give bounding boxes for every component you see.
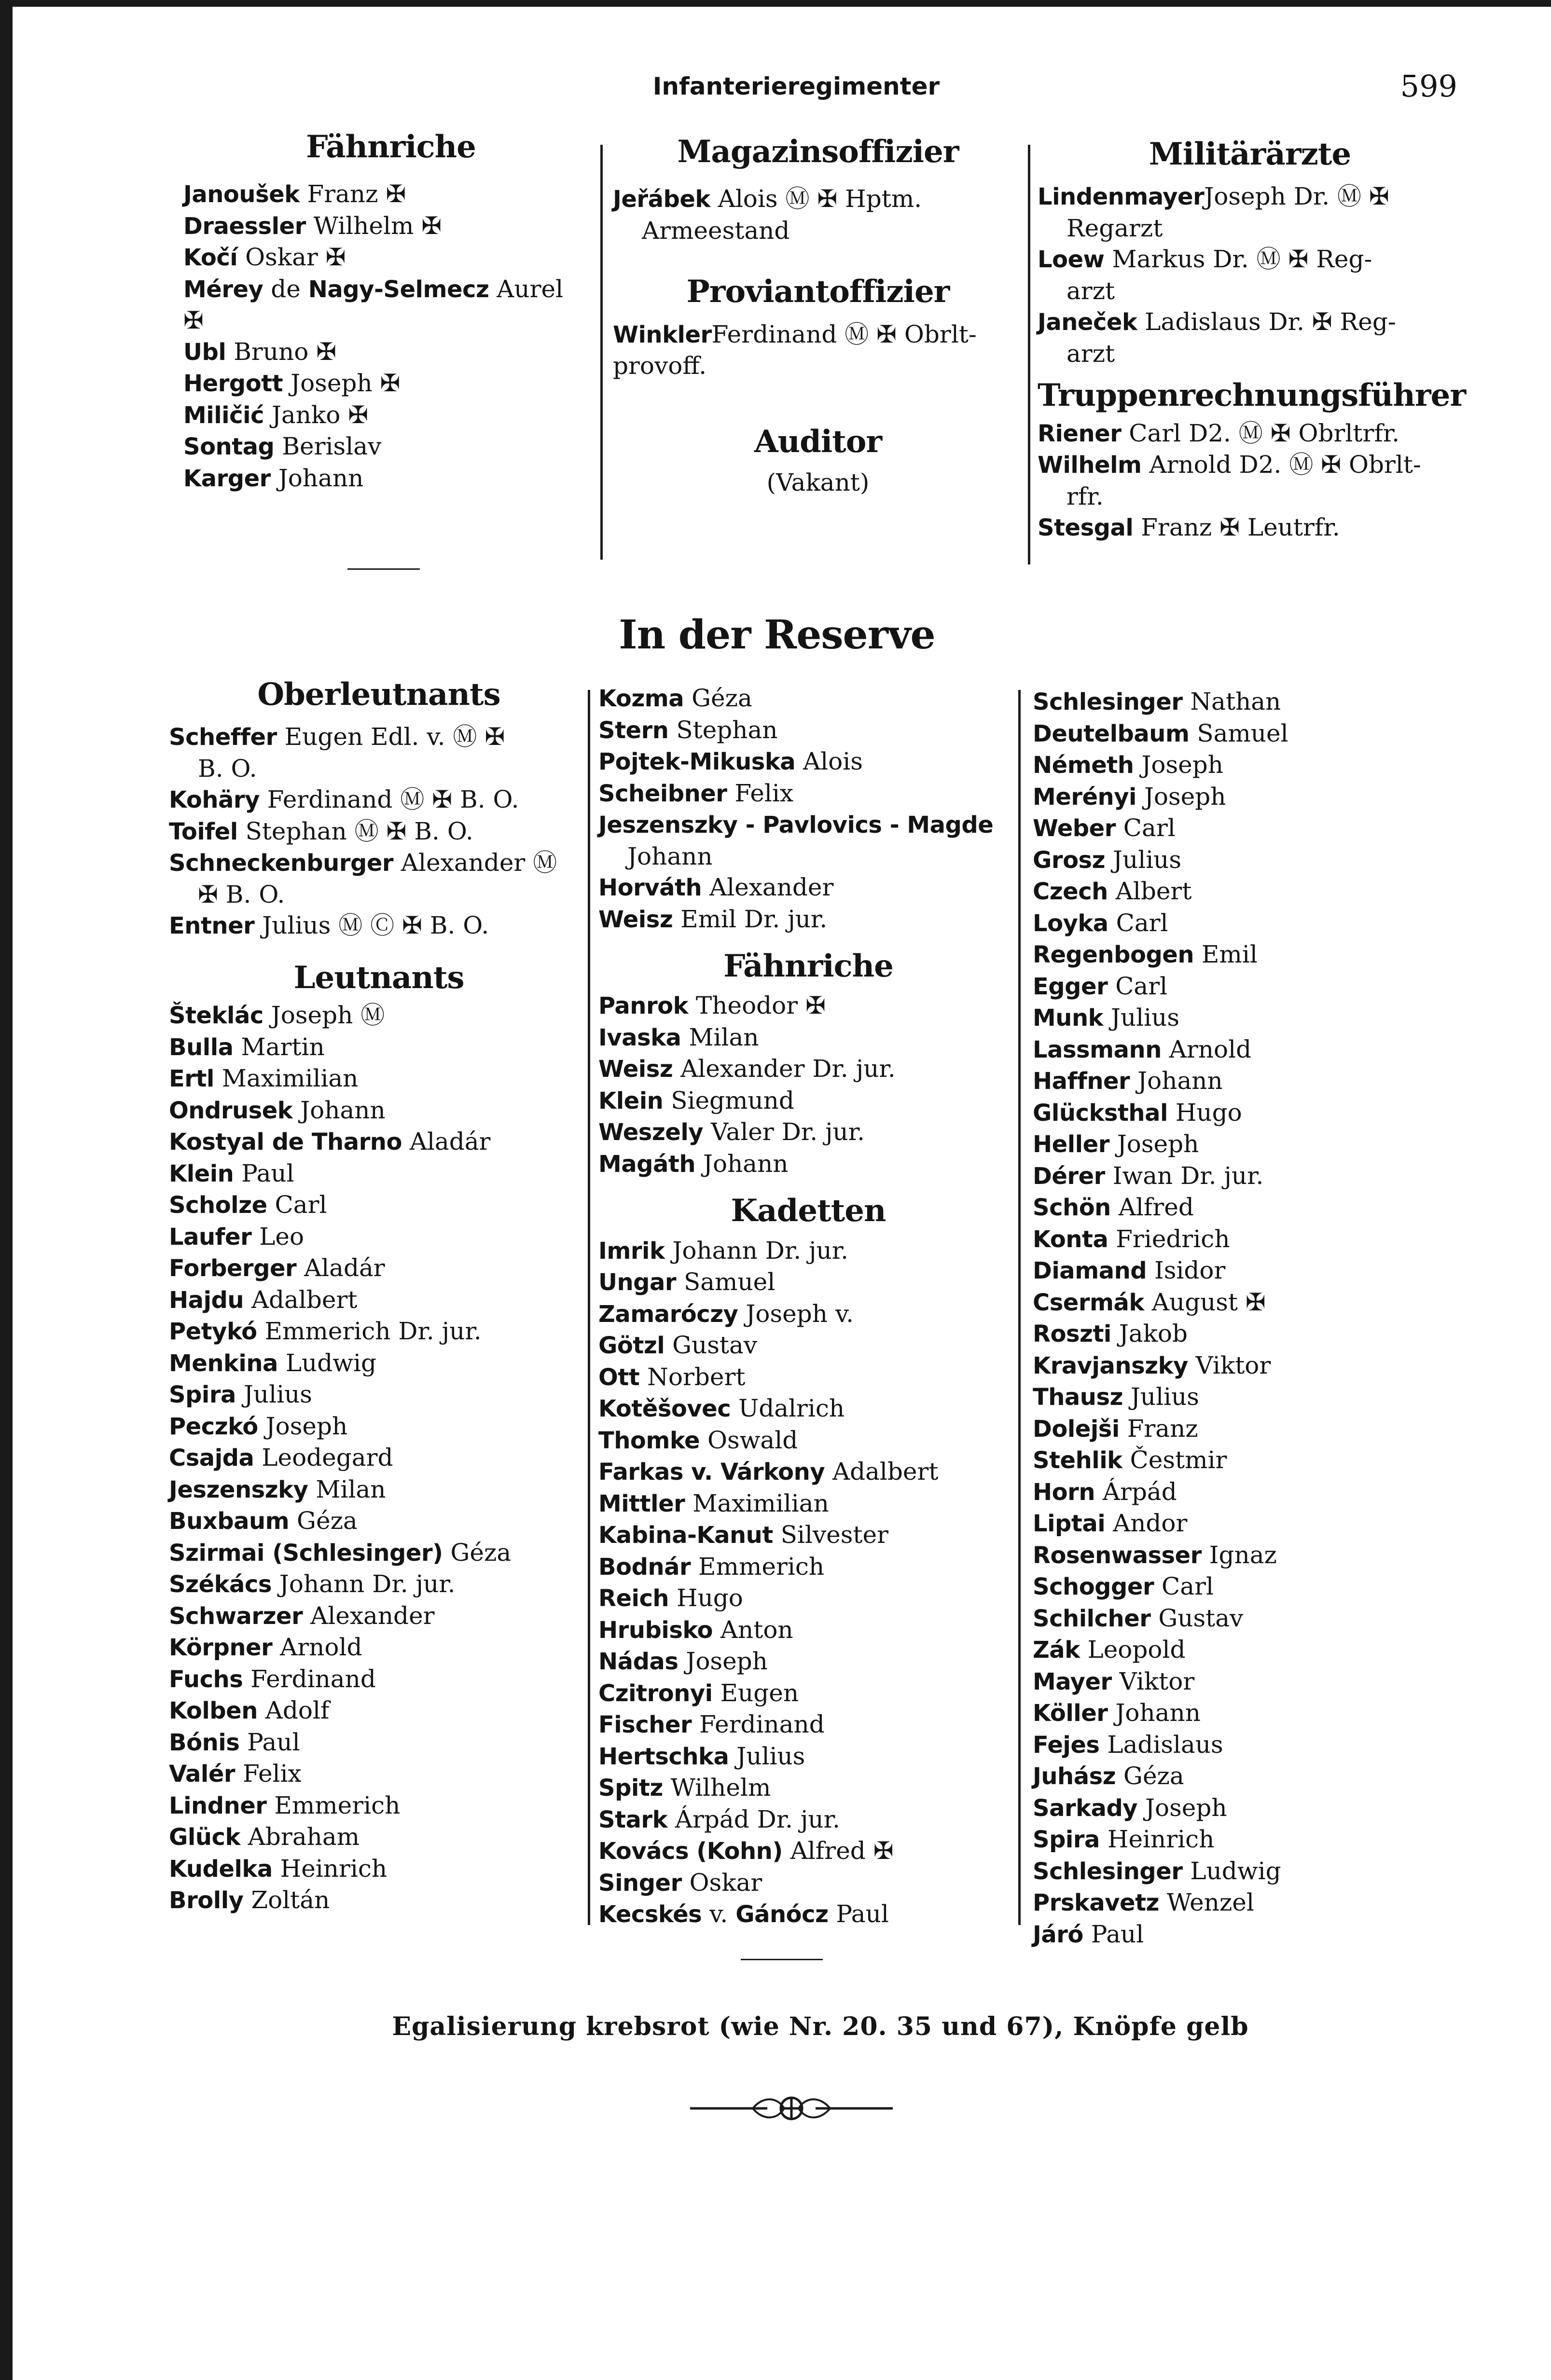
list-item: Forberger Aladár (169, 1254, 385, 1282)
reserve-column-3 (1033, 686, 1457, 1950)
list-item: Prskavetz Wenzel (1033, 1888, 1254, 1916)
list-item: Stehlik Čestmir (1033, 1446, 1227, 1474)
list-item: Toifel Stephan Ⓜ ✠ B. O. (169, 817, 473, 845)
section-heading-faehnriche: Fähnriche (306, 129, 476, 165)
faehnriche-list (598, 990, 1018, 1180)
list-item-continuation: arzt (1066, 276, 1115, 305)
list-item: Szirmai (Schlesinger) Géza (169, 1538, 512, 1567)
list-item: Glück Abraham (169, 1823, 360, 1851)
list-item: Reich Hugo (598, 1584, 743, 1612)
list-item: Panrok Theodor ✠ (598, 991, 826, 1020)
list-item: Fuchs Ferdinand (169, 1665, 376, 1693)
list-item: Regenbogen Emil (1033, 940, 1258, 968)
page-number: 599 (1400, 69, 1457, 104)
list-item: Fischer Ferdinand (598, 1710, 825, 1739)
top-middle-column (613, 135, 1023, 496)
list-item: WinklerFerdinand Ⓜ ✠ Obrlt- (613, 320, 977, 348)
reserve-column-2 (598, 683, 1018, 1930)
list-item: Klein Siegmund (598, 1086, 794, 1114)
list-item: Heller Joseph (1033, 1130, 1199, 1158)
list-item: Haffner Johann (1033, 1067, 1223, 1095)
list-item: Ertl Maximilian (169, 1064, 359, 1093)
list-item: Körpner Arnold (169, 1633, 362, 1662)
column-rule (588, 690, 590, 1925)
list-item: Valér Felix (169, 1760, 302, 1788)
list-item: Kotěšovec Udalrich (598, 1394, 845, 1423)
list-item: Karger Johann (183, 464, 364, 492)
top-right-column (1038, 136, 1466, 544)
list-item: Schilcher Gustav (1033, 1604, 1244, 1632)
list-item: Thomke Oswald (598, 1426, 798, 1454)
reserve-list-top (598, 683, 1018, 935)
section-heading-kadetten: Kadetten (731, 1193, 886, 1229)
list-item: Wilhelm Arnold D2. Ⓜ ✠ Obrlt- (1038, 451, 1421, 479)
list-item-continuation: Johann (627, 842, 713, 870)
list-item: Stern Stephan (598, 715, 778, 744)
list-item-continuation: provoff. (613, 352, 706, 380)
list-item: LindenmayerJoseph Dr. Ⓜ ✠ (1038, 182, 1389, 211)
column-rule (1018, 690, 1021, 1925)
reserve-list-right (1033, 686, 1457, 1950)
list-item: Ondrusek Johann (169, 1096, 386, 1124)
list-item: Liptai Andor (1033, 1509, 1188, 1537)
list-item: Laufer Leo (169, 1222, 305, 1251)
list-item: Roszti Jakob (1033, 1320, 1188, 1348)
list-item: Jeszenszky - Pavlovics - Magde (598, 812, 994, 839)
scan-edge-left (0, 0, 13, 2380)
list-item: Székács Johann Dr. jur. (169, 1570, 456, 1598)
list-item: Jeřábek Alois Ⓜ ✠ Hptm. (613, 185, 922, 213)
list-item: Thausz Julius (1033, 1383, 1199, 1411)
list-item: Diamand Isidor (1033, 1256, 1226, 1284)
list-item: Ungar Samuel (598, 1268, 776, 1296)
top-left-column (183, 130, 598, 494)
list-item-continuation: B. O. (198, 754, 257, 783)
list-item: Rosenwasser Ignaz (1033, 1541, 1277, 1569)
list-item: Riener Carl D2. Ⓜ ✠ Obrltrfr. (1038, 419, 1400, 447)
list-item: Nádas Joseph (598, 1647, 768, 1676)
list-item: Czech Albert (1033, 877, 1192, 905)
list-item: Sontag Berislav (183, 432, 382, 461)
list-item: Ott Norbert (598, 1362, 746, 1391)
list-item-continuation: ✠ (183, 306, 204, 335)
list-item: Schön Alfred (1033, 1193, 1194, 1221)
list-item: Farkas v. Várkony Adalbert (598, 1458, 939, 1486)
list-item: Deutelbaum Samuel (1033, 719, 1288, 747)
list-item: Kostyal de Tharno Aladár (169, 1128, 491, 1156)
list-item: Lassmann Arnold (1033, 1035, 1252, 1063)
list-item: Kolben Adolf (169, 1696, 330, 1725)
list-item: Grosz Julius (1033, 845, 1182, 874)
list-item: Kozma Géza (598, 684, 752, 712)
list-item: Horn Árpád (1033, 1477, 1177, 1506)
list-item: Entner Julius Ⓜ Ⓒ ✠ B. O. (169, 911, 489, 940)
list-item-continuation: Armeestand (642, 216, 790, 245)
list-item: Konta Friedrich (1033, 1224, 1230, 1253)
list-item: Kudelka Heinrich (169, 1854, 388, 1883)
list-item: Schwarzer Alexander (169, 1601, 435, 1630)
list-item: Scholze Carl (169, 1191, 327, 1219)
list-item: Schlesinger Nathan (1033, 688, 1281, 715)
list-item: Hertschka Julius (598, 1742, 805, 1770)
list-item: Weber Carl (1033, 814, 1176, 842)
list-item: Peczkó Joseph (169, 1412, 348, 1440)
list-item: Ivaska Milan (598, 1023, 759, 1051)
kadetten-list (598, 1235, 1018, 1930)
leutnants-list (169, 1000, 589, 1916)
list-item: Buxbaum Géza (169, 1507, 358, 1535)
list-item: Hrubisko Anton (598, 1615, 793, 1644)
divider (741, 1959, 823, 1960)
list-item: Egger Carl (1033, 972, 1168, 1000)
list-item: Singer Oskar (598, 1868, 762, 1897)
list-item: Magáth Johann (598, 1149, 789, 1178)
list-item: Merényi Joseph (1033, 782, 1226, 811)
list-item: Kohäry Ferdinand Ⓜ ✠ B. O. (169, 785, 519, 814)
list-item-continuation: rfr. (1066, 482, 1104, 510)
list-item: Ubl Bruno ✠ (183, 337, 337, 366)
list-item: Czitronyi Eugen (598, 1678, 799, 1707)
list-item-continuation: ✠ B. O. (198, 880, 285, 908)
list-item: Schlesinger Ludwig (1033, 1857, 1281, 1885)
section-heading-auditor: Auditor (754, 423, 882, 460)
list-item: Spira Heinrich (1033, 1825, 1215, 1853)
list-item: Menkina Ludwig (169, 1348, 377, 1377)
list-item: Scheffer Eugen Edl. v. Ⓜ ✠ (169, 723, 505, 751)
list-item: Draessler Wilhelm ✠ (183, 211, 442, 240)
list-item: Glücksthal Hugo (1033, 1098, 1242, 1127)
list-item: Csajda Leodegard (169, 1444, 393, 1472)
list-item: Hajdu Adalbert (169, 1285, 358, 1314)
list-item: Jeszenszky Milan (169, 1475, 386, 1503)
list-item: Zamaróczy Joseph v. (598, 1299, 854, 1328)
list-item: Kravjanszky Viktor (1033, 1351, 1271, 1379)
section-heading-faehnriche-reserve: Fähnriche (723, 948, 893, 984)
ornament-flourish (685, 2091, 898, 2125)
list-item-continuation: arzt (1066, 339, 1115, 368)
list-item: Bónis Paul (169, 1728, 300, 1756)
list-item: Csermák August ✠ (1033, 1288, 1266, 1316)
list-item: Kočí Oskar ✠ (183, 243, 346, 272)
running-header: Infanterieregimenter (652, 72, 940, 100)
list-item: Németh Joseph (1033, 751, 1223, 779)
list-item: Spira Julius (169, 1380, 312, 1409)
divider (347, 568, 420, 570)
list-item-continuation: Regarzt (1066, 214, 1163, 242)
list-item: Zák Leopold (1033, 1636, 1186, 1664)
list-item: Janoušek Franz ✠ (183, 180, 406, 208)
list-item: Horváth Alexander (598, 873, 834, 901)
list-item: Bodnár Emmerich (598, 1552, 825, 1581)
list-item: Stesgal Franz ✠ Leutrfr. (1038, 513, 1340, 542)
list-item: Munk Julius (1033, 1004, 1180, 1032)
list-item: Götzl Gustav (598, 1331, 758, 1360)
section-heading-militaeraerzte: Militärärzte (1149, 136, 1351, 172)
section-heading-oberleutnants: Oberleutnants (257, 676, 500, 713)
list-item: Dolejši Franz (1033, 1414, 1198, 1443)
list-item: Scheibner Felix (598, 779, 794, 807)
section-heading-leutnants: Leutnants (293, 959, 464, 996)
scan-edge-top (0, 0, 1551, 7)
list-item: Weisz Emil Dr. jur. (598, 905, 828, 933)
list-item: Loyka Carl (1033, 908, 1168, 937)
list-item: Járó Paul (1033, 1920, 1144, 1948)
list-item: Spitz Wilhelm (598, 1774, 771, 1802)
list-item: Loew Markus Dr. Ⓜ ✠ Reg- (1038, 245, 1372, 274)
list-item: Köller Johann (1033, 1699, 1201, 1727)
list-item: Weisz Alexander Dr. jur. (598, 1055, 896, 1083)
list-item: Fejes Ladislaus (1033, 1730, 1223, 1759)
reserve-title: In der Reserve (619, 612, 935, 658)
list-item: Brolly Zoltán (169, 1886, 330, 1914)
list-item: Lindner Emmerich (169, 1791, 401, 1819)
list-item: Mayer Viktor (1033, 1667, 1195, 1695)
list-item: Schogger Carl (1033, 1572, 1214, 1600)
list-item: Imrik Johann Dr. jur. (598, 1236, 849, 1265)
auditor-status: (Vakant) (766, 468, 870, 497)
column-rule (600, 145, 603, 560)
list-item: Dérer Iwan Dr. jur. (1033, 1161, 1264, 1190)
section-heading-magazinsoffizier: Magazinsoffizier (677, 134, 959, 170)
list-item: Sarkady Joseph (1033, 1793, 1227, 1822)
list-item: Bulla Martin (169, 1032, 325, 1061)
list-item: Janeček Ladislaus Dr. ✠ Reg- (1038, 308, 1396, 336)
list-item: Hergott Joseph ✠ (183, 369, 401, 398)
list-item: Kabina-Kanut Silvester (598, 1521, 888, 1549)
list-item: Juhász Géza (1033, 1762, 1184, 1790)
section-heading-truppenrechnungsfuehrer: Truppenrechnungsführer (1038, 377, 1466, 414)
list-item: Weszely Valer Dr. jur. (598, 1118, 865, 1146)
list-item: Klein Paul (169, 1159, 294, 1187)
list-item: Kovács (Kohn) Alfred ✠ (598, 1837, 894, 1865)
list-item: Mérey de Nagy-Selmecz Aurel (183, 275, 564, 303)
section-heading-proviantoffizier: Proviantoffizier (686, 274, 950, 310)
list-item: Miličić Janko ✠ (183, 400, 369, 429)
list-item: Pojtek-Mikuska Alois (598, 747, 863, 775)
list-item: Kecskés v. Gánócz Paul (598, 1900, 889, 1928)
column-rule (1028, 145, 1030, 564)
list-item: Schneckenburger Alexander Ⓜ (169, 849, 557, 877)
list-item: Mittler Maximilian (598, 1489, 829, 1517)
list-item: Petykó Emmerich Dr. jur. (169, 1317, 482, 1346)
footer-note: Egalisierung krebsrot (wie Nr. 20. 35 und 67), Knöpfe gelb (392, 2012, 1249, 2041)
reserve-column-1 (169, 678, 589, 1916)
list-item: Šteklác Joseph Ⓜ (169, 1001, 385, 1030)
list-item: Stark Árpád Dr. jur. (598, 1805, 840, 1833)
